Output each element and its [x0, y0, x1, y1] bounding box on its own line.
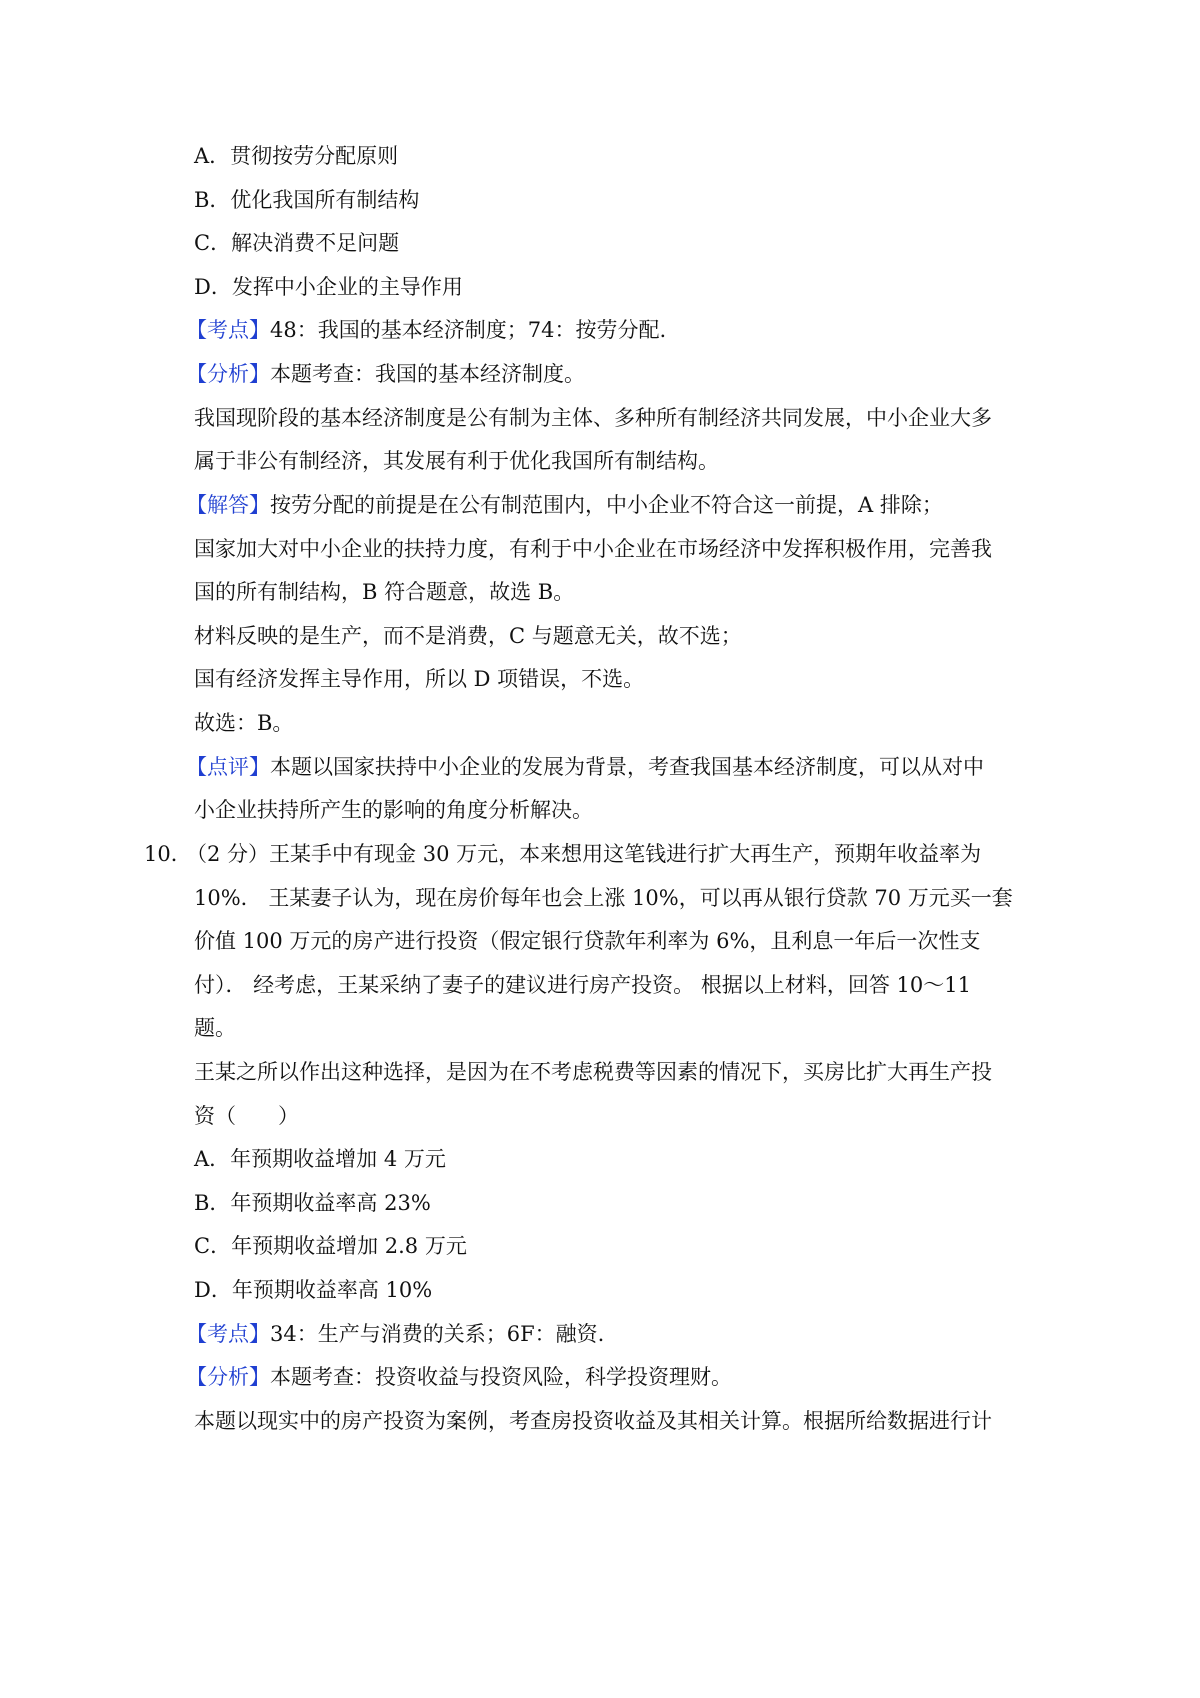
- q10-question-line-1: 王某之所以作出这种选择，是因为在不考虑税费等因素的情况下，买房比扩大再生产投: [194, 1060, 992, 1084]
- q10-number: 10．: [144, 842, 192, 866]
- q10-stem-line-3: 价值 100 万元的房产进行投资（假定银行贷款年利率为 6%，且利息一年后一次性支: [194, 929, 981, 953]
- q10-option-a: A．年预期收益增加 4 万元: [194, 1147, 446, 1171]
- q9-jieda-line-5: 故选：B。: [194, 711, 294, 735]
- kaodian-tag: 【考点】: [186, 1322, 270, 1346]
- q10-fenxi-line-1: 本题以现实中的房产投资为案例，考查房投资收益及其相关计算。根据所给数据进行计: [194, 1409, 992, 1433]
- jieda-text: 按劳分配的前提是在公有制范围内，中小企业不符合这一前提，A 排除；: [270, 493, 943, 517]
- q10-option-b: B．年预期收益率高 23%: [194, 1191, 431, 1215]
- kaodian-text: 48：我国的基本经济制度；74：按劳分配.: [270, 318, 667, 342]
- q9-dianping-line-2: 小企业扶持所产生的影响的角度分析解决。: [194, 798, 593, 822]
- kaodian-text: 34：生产与消费的关系；6F：融资.: [270, 1322, 605, 1346]
- q9-option-a: A．贯彻按劳分配原则: [194, 144, 399, 168]
- q9-kaodian: [186, 315, 666, 345]
- q10-stem-line-1: （2 分）王某手中有现金 30 万元，本来想用这笔钱进行扩大再生产，预期年收益率为: [186, 842, 982, 866]
- q10-stem-line-5: 题。: [194, 1016, 236, 1040]
- q10-question-line-2: 资（ ）: [194, 1104, 299, 1128]
- q9-option-b: B．优化我国所有制结构: [194, 188, 420, 212]
- fenxi-tag: 【分析】: [186, 1365, 270, 1389]
- q9-jieda-line-3: 材料反映的是生产，而不是消费，C 与题意无关，故不选；: [194, 624, 742, 648]
- dianping-tag: 【点评】: [186, 755, 270, 779]
- dianping-text: 本题以国家扶持中小企业的发展为背景，考查我国基本经济制度，可以从对中: [270, 755, 984, 779]
- q9-jieda-line-4: 国有经济发挥主导作用，所以 D 项错误，不选。: [194, 667, 645, 691]
- q10-option-c: C．年预期收益增加 2.8 万元: [194, 1234, 467, 1258]
- kaodian-tag: 【考点】: [186, 318, 270, 342]
- q9-jieda-line-1: 国家加大对中小企业的扶持力度，有利于中小企业在市场经济中发挥积极作用，完善我: [194, 537, 992, 561]
- q10-kaodian: [186, 1319, 604, 1349]
- q9-fenxi-line-1: 我国现阶段的基本经济制度是公有制为主体、多种所有制经济共同发展，中小企业大多: [194, 406, 992, 430]
- q10-option-d: D．年预期收益率高 10%: [194, 1278, 433, 1302]
- q9-fenxi: [186, 359, 585, 389]
- q10-stem-line-2: 10%． 王某妻子认为，现在房价每年也会上涨 10%，可以再从银行贷款 70 万元买一套: [194, 886, 1013, 910]
- fenxi-text: 本题考查：我国的基本经济制度。: [270, 362, 585, 386]
- q9-option-d: D．发挥中小企业的主导作用: [194, 275, 463, 299]
- fenxi-text: 本题考查：投资收益与投资风险，科学投资理财。: [270, 1365, 732, 1389]
- q9-option-c: C．解决消费不足问题: [194, 231, 400, 255]
- fenxi-tag: 【分析】: [186, 362, 270, 386]
- q9-fenxi-line-2: 属于非公有制经济，其发展有利于优化我国所有制结构。: [194, 449, 719, 473]
- q9-dianping: [186, 752, 984, 782]
- q9-jieda-line-2: 国的所有制结构，B 符合题意，故选 B。: [194, 580, 575, 604]
- q9-jieda: [186, 490, 943, 520]
- jieda-tag: 【解答】: [186, 493, 270, 517]
- q10-stem-line-4: 付）． 经考虑，王某采纳了妻子的建议进行房产投资。 根据以上材料，回答 10～11: [194, 973, 971, 997]
- q10-fenxi: [186, 1362, 732, 1392]
